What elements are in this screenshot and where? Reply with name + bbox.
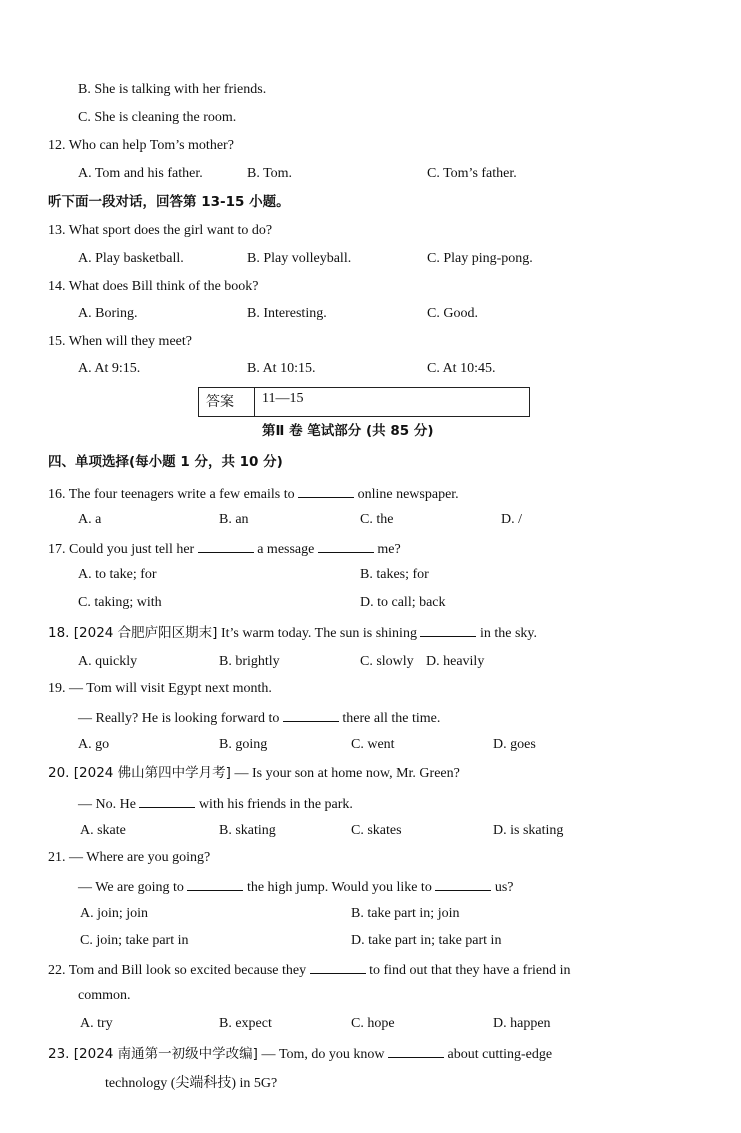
q15-option-c: C. At 10:45. [427, 361, 496, 376]
q16-option-a: A. a [78, 512, 102, 527]
q21-stem: 21. — Where are you going? [48, 850, 211, 865]
q18-text-pre: It’s warm today. The sun is shining [220, 626, 417, 641]
q15-option-b: B. At 10:15. [247, 361, 316, 376]
answer-range: 11—15 [262, 391, 304, 406]
q23-text-pre: — Tom, do you know [261, 1047, 385, 1062]
q14-stem: 14. What does Bill think of the book? [48, 279, 259, 294]
q20-stem [48, 764, 460, 783]
q20-reply [78, 794, 353, 814]
q21-reply [78, 877, 514, 897]
q12-stem: 12. Who can help Tom’s mother? [48, 138, 234, 153]
q19-reply [78, 708, 440, 728]
q23-blank [388, 1044, 444, 1058]
q18-source: 18. [2024 合肥庐阳区期末] [48, 625, 218, 641]
q12-option-b: B. Tom. [247, 166, 293, 181]
q12-option-a: A. Tom and his father. [78, 166, 203, 181]
q14-option-c: C. Good. [427, 306, 478, 321]
q19-option-c: C. went [351, 737, 395, 752]
q22-option-a: A. try [80, 1016, 113, 1031]
part2-title: 第Ⅱ 卷 笔试部分 (共 85 分) [262, 423, 434, 439]
q14-option-b: B. Interesting. [247, 306, 327, 321]
q17-blank-2 [318, 539, 374, 553]
q20-text-post: with his friends in the park. [198, 797, 353, 812]
q18-text-post: in the sky. [479, 626, 537, 641]
q17-option-b: B. takes; for [360, 567, 429, 582]
q21-text-mid: the high jump. Would you like to [246, 880, 432, 895]
q20-text: — Is your son at home now, Mr. Green? [234, 766, 460, 781]
q22-option-c: C. hope [351, 1016, 395, 1031]
q17-blank-1 [198, 539, 254, 553]
q18-option-d: D. heavily [426, 654, 485, 669]
q18-option-a: A. quickly [78, 654, 138, 669]
section4-heading: 四、单项选择(每小题 1 分，共 10 分) [48, 454, 283, 470]
q22-stem-cont: common. [78, 988, 131, 1003]
q17-option-c: C. taking; with [78, 595, 162, 610]
q23-stem [48, 1044, 552, 1064]
q14-option-a: A. Boring. [78, 306, 138, 321]
q21-option-b: B. take part in; join [351, 906, 460, 921]
q22-option-b: B. expect [219, 1016, 272, 1031]
q19-stem: 19. — Tom will visit Egypt next month. [48, 681, 272, 696]
q18-option-b: B. brightly [219, 654, 280, 669]
q20-blank [139, 794, 195, 808]
q17-option-a: A. to take; for [78, 567, 157, 582]
q23-text-post: about cutting-edge [447, 1047, 553, 1062]
q16-text-pre: 16. The four teenagers write a few emails to [48, 487, 295, 502]
q20-option-a: A. skate [80, 823, 126, 838]
q17-text-pre: 17. Could you just tell her [48, 542, 195, 557]
q13-option-c: C. Play ping-pong. [427, 251, 533, 266]
listening-instruction: 听下面一段对话，回答第 13-15 小题。 [48, 194, 290, 210]
q21-blank-2 [435, 877, 491, 891]
q21-text-post: us? [494, 880, 514, 895]
q15-stem: 15. When will they meet? [48, 334, 192, 349]
q23-stem-cont: technology (尖端科技) in 5G? [105, 1076, 278, 1091]
q19-option-b: B. going [219, 737, 268, 752]
q21-option-d: D. take part in; take part in [351, 933, 502, 948]
q18-stem [48, 623, 537, 643]
q17-option-d: D. to call; back [360, 595, 446, 610]
answer-table [198, 387, 530, 417]
q17-stem [48, 539, 401, 559]
q19-text-post: there all the time. [342, 711, 441, 726]
q19-option-a: A. go [78, 737, 110, 752]
q13-stem: 13. What sport does the girl want to do? [48, 223, 273, 238]
q21-option-c: C. join; take part in [80, 933, 189, 948]
q20-text-pre: — No. He [78, 797, 136, 812]
q15-option-a: A. At 9:15. [78, 361, 141, 376]
q22-option-d: D. happen [493, 1016, 551, 1031]
q22-stem [48, 960, 571, 980]
q20-source: 20. [2024 佛山第四中学月考] [48, 765, 231, 781]
q20-option-c: C. skates [351, 823, 402, 838]
q22-text-2: to find out that they have a friend in [369, 963, 571, 978]
q17-text-mid: a message [257, 542, 315, 557]
q22-blank [310, 960, 366, 974]
q18-blank [420, 623, 476, 637]
q16-option-c: C. the [360, 512, 394, 527]
q16-blank [298, 484, 354, 498]
q16-stem [48, 484, 459, 504]
answer-label: 答案 [199, 388, 255, 416]
q17-text-post: me? [377, 542, 401, 557]
q20-option-d: D. is skating [493, 823, 564, 838]
q11-option-b: B. She is talking with her friends. [78, 82, 267, 97]
q16-text-post: online newspaper. [357, 487, 459, 502]
q19-text-pre: — Really? He is looking forward to [78, 711, 280, 726]
q21-option-a: A. join; join [80, 906, 149, 921]
q13-option-a: A. Play basketball. [78, 251, 184, 266]
q20-option-b: B. skating [219, 823, 276, 838]
q12-option-c: C. Tom’s father. [427, 166, 517, 181]
q19-option-d: D. goes [493, 737, 536, 752]
q22-text-1: 22. Tom and Bill look so excited because they [48, 963, 307, 978]
q11-option-c: C. She is cleaning the room. [78, 110, 237, 125]
q18-option-c: C. slowly [360, 654, 414, 669]
q21-text-pre: — We are going to [78, 880, 184, 895]
q16-option-d: D. / [501, 512, 522, 527]
q23-source: 23. [2024 南通第一初级中学改编] [48, 1046, 258, 1062]
q13-option-b: B. Play volleyball. [247, 251, 352, 266]
q16-option-b: B. an [219, 512, 249, 527]
q21-blank-1 [187, 877, 243, 891]
q19-blank [283, 708, 339, 722]
